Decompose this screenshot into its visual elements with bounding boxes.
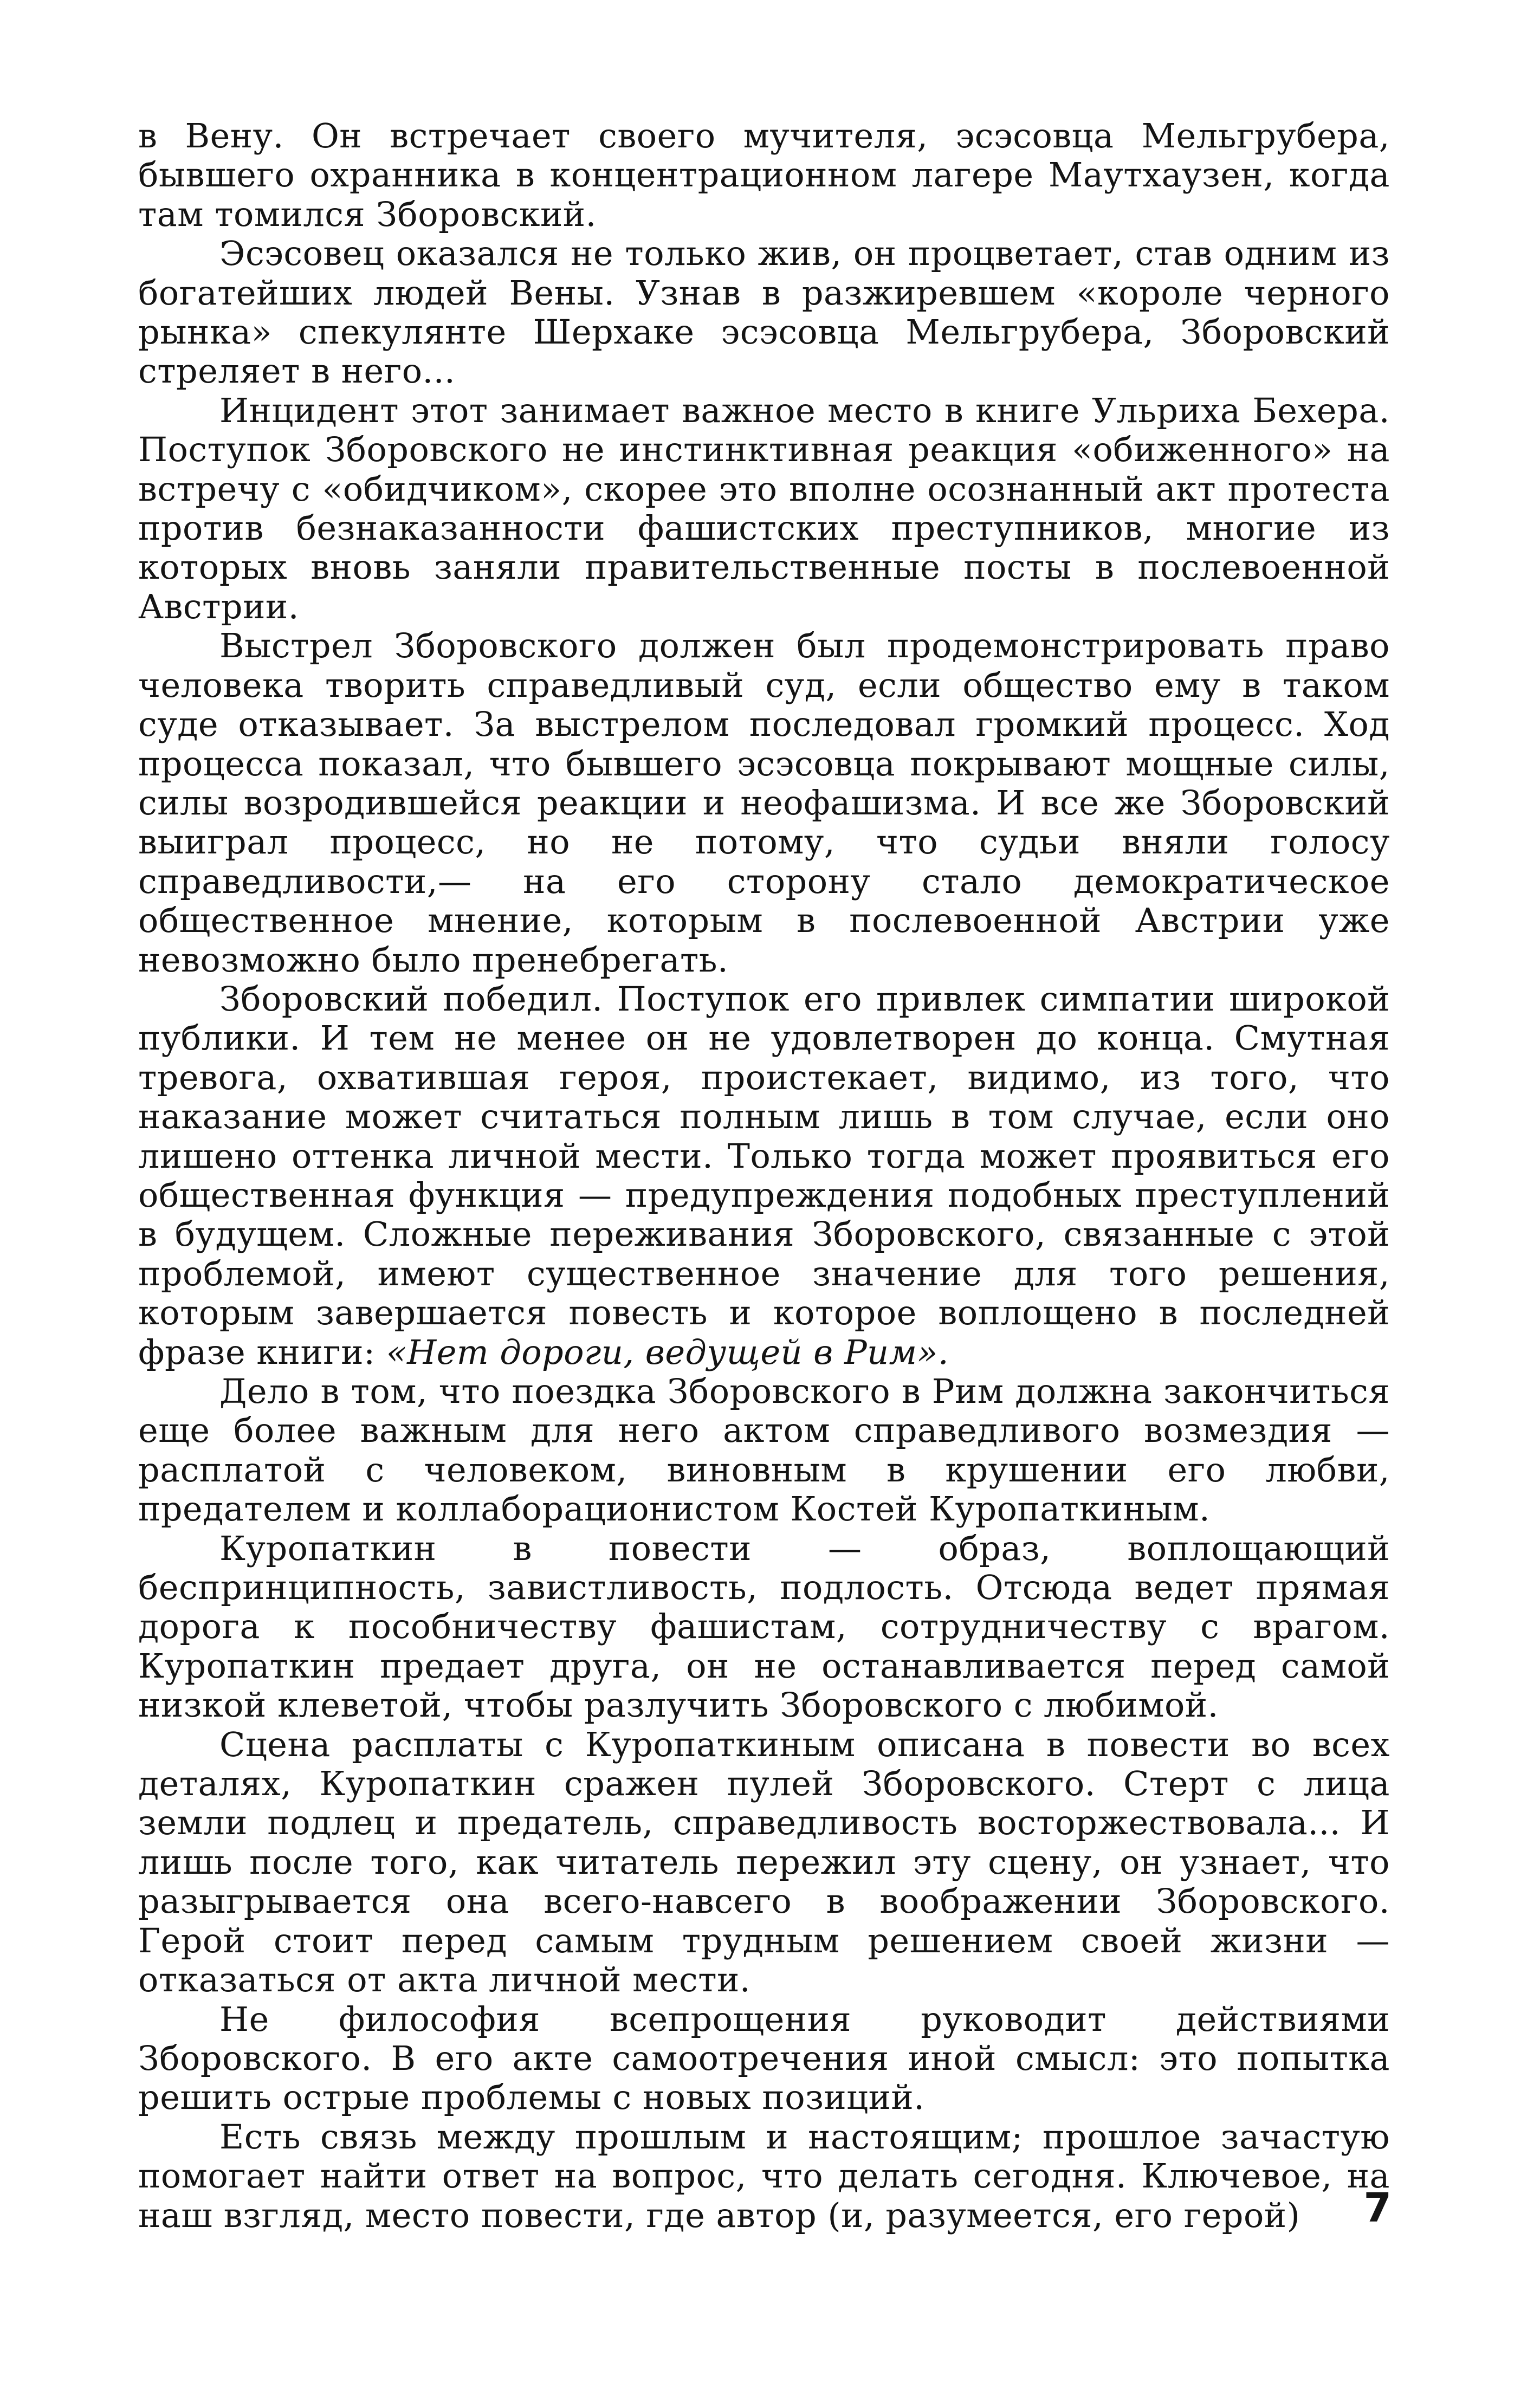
book-quote: «Нет дороги, ведущей в Рим».	[386, 1332, 949, 1372]
paragraph-8: Сцена расплаты с Куропаткиным описана в повести во всех деталях, Куропаткин сражен пулей Зборовского. Стерт с лица земли подлец и предатель, справедливость восторжествовала... И лишь после того, как читатель пережил эту сцену, он узнает, что разыгрывается она всего-навсего в воображении Зборовского. Герой стоит перед самым трудным решением своей жизни — отказаться от акта личной мести.	[138, 1724, 1390, 2000]
paragraph-1: в Вену. Он встречает своего мучителя, эсэсовца Мельгрубера, бывшего охранника в концентрационном лагере Маутхаузен, когда там томился Зборовский.	[138, 116, 1390, 234]
paragraph-5	[138, 980, 1390, 1372]
paragraph-5-text: Зборовский победил. Поступок его привлек симпатии широкой публики. И тем не менее он не удовлетворен до конца. Смутная тревога, охватившая героя, проистекает, видимо, из того, что наказание может считаться полным лишь в том случае, если оно лишено оттенка личной мести. Только тогда может проявиться его общественная функция — предупреждения подобных преступлений в будущем. Сложные переживания Зборовского, связанные с этой проблемой, имеют существенное значение для того решения, которым завершается повесть и которое воплощено в последней фразе книги:	[138, 979, 1390, 1372]
paragraph-2: Эсэсовец оказался не только жив, он процветает, став одним из богатейших людей Вены. Узнав в разжиревшем «короле черного рынка» спекулянте Шерхаке эсэсовца Мельгрубера, Зборовский стреляет в него...	[138, 234, 1390, 391]
paragraph-3: Инцидент этот занимает важное место в книге Ульриха Бехера. Поступок Зборовского не инстинктивная реакция «обиженного» на встречу с «обидчиком», скорее это вполне осознанный акт протеста против безнаказанности фашистских преступников, многие из которых вновь заняли правительственные посты в послевоенной Австрии.	[138, 390, 1390, 626]
body-text	[138, 116, 1390, 2235]
paragraph-9: Не философия всепрощения руководит действиями Зборовского. В его акте самоотречения иной смысл: это попытка решить острые проблемы с новых позиций.	[138, 1999, 1390, 2118]
paragraph-6: Дело в том, что поездка Зборовского в Рим должна закончиться еще более важным для него актом справедливого возмездия — расплатой с человеком, виновным в крушении его любви, предателем и коллаборационистом Костей Куропаткиным.	[138, 1371, 1390, 1529]
paragraph-4: Выстрел Зборовского должен был продемонстрировать право человека творить справедливый суд, если общество ему в таком суде отказывает. За выстрелом последовал громкий процесс. Ход процесса показал, что бывшего эсэсовца покрывают мощные силы, силы возродившейся реакции и неофашизма. И все же Зборовский выиграл процесс, но не потому, что судьи вняли голосу справедливости,— на его сторону стало демократическое общественное мнение, которым в послевоенной Австрии уже невозможно было пренебрегать.	[138, 626, 1390, 980]
paragraph-7: Куропаткин в повести — образ, воплощающий беспринципность, завистливость, подлость. Отсюда ведет прямая дорога к пособничеству фашистам, сотрудничеству с врагом. Куропаткин предает друга, он не останавливается перед самой низкой клеветой, чтобы разлучить Зборовского с любимой.	[138, 1528, 1390, 1725]
page-number: 7	[1363, 2185, 1392, 2231]
paragraph-10: Есть связь между прошлым и настоящим; прошлое зачастую помогает найти ответ на вопрос, что делать сегодня. Ключевое, на наш взгляд, место повести, где автор (и, разумеется, его герой)	[138, 2116, 1390, 2235]
